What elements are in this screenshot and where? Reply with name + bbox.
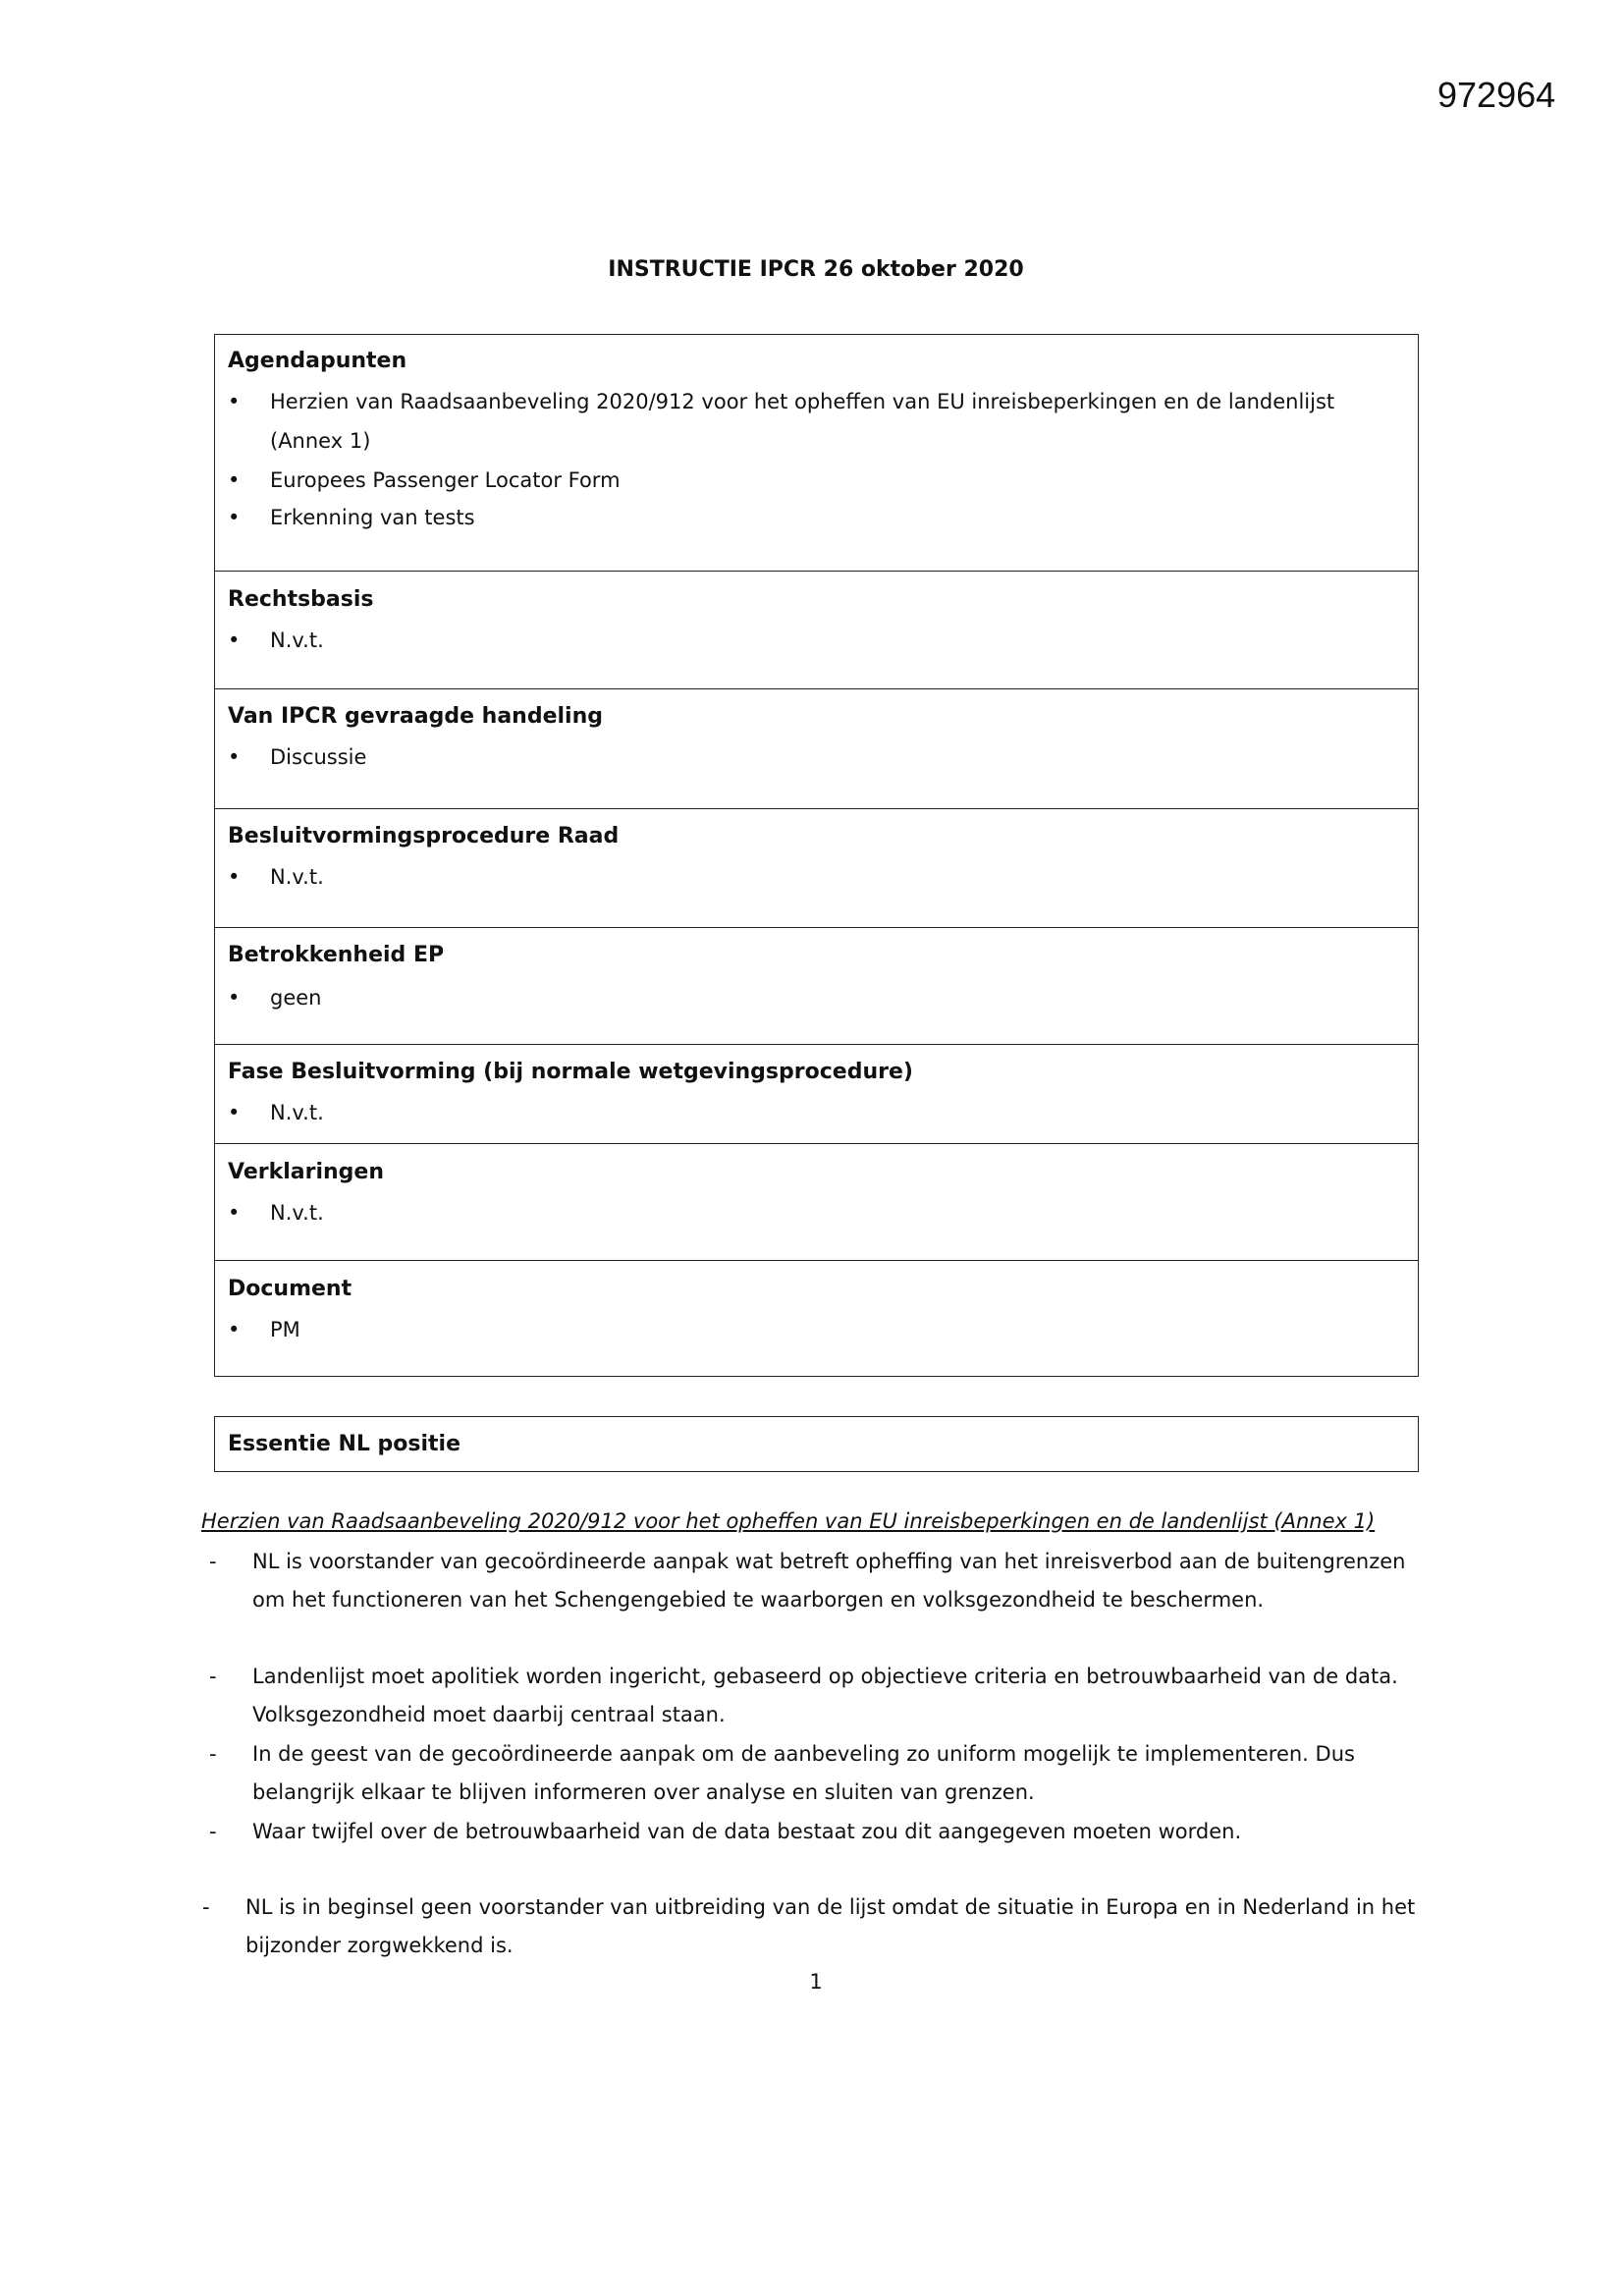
- section-besluitvormingsprocedure: [215, 808, 1418, 927]
- page-number: 1: [809, 1970, 823, 1994]
- list-item: • Europees Passenger Locator Form: [228, 461, 1398, 500]
- section-heading: Fase Besluitvorming (bij normale wetgevingsprocedure): [228, 1060, 913, 1084]
- list-item: • geen: [228, 978, 1398, 1017]
- bullet-icon: •: [228, 986, 241, 1010]
- section-heading: Rechtsbasis: [228, 587, 374, 612]
- topic-heading: Herzien van Raadsaanbeveling 2020/912 voor het opheffen van EU inreisbeperkingen en de landenlijst (Annex 1): [201, 1509, 1376, 1533]
- page-title: INSTRUCTIE IPCR 26 oktober 2020: [608, 257, 1024, 282]
- document-number: 972964: [1437, 75, 1556, 115]
- section-heading: Van IPCR gevraagde handeling: [228, 704, 604, 729]
- bullet-icon: •: [228, 865, 241, 889]
- dash-bullet: -: [209, 1550, 217, 1573]
- bullet-icon: •: [228, 468, 241, 492]
- dash-bullet: -: [209, 1820, 217, 1843]
- section-fase-besluitvorming: [215, 1044, 1418, 1143]
- dash-bullet: -: [209, 1742, 217, 1766]
- bullet-icon: •: [228, 506, 241, 529]
- section-gevraagde-handeling: [215, 688, 1418, 808]
- list-item: - Landenlijst moet apolitiek worden ingericht, gebaseerd op objectieve criteria en betrouwbaarheid van de data. Volksgezondheid moet daarbij centraal staan.: [209, 1658, 1456, 1734]
- list-item: • Discussie: [228, 738, 1398, 777]
- dash-bullet: -: [209, 1665, 217, 1688]
- section-heading: Verklaringen: [228, 1160, 384, 1184]
- list-item: • PM: [228, 1310, 1398, 1349]
- section-heading: Betrokkenheid EP: [228, 943, 445, 967]
- list-item: • Erkenning van tests: [228, 498, 1398, 537]
- essentie-box: [214, 1416, 1419, 1472]
- section-document: [215, 1260, 1418, 1376]
- instruction-table: [214, 334, 1419, 1377]
- section-heading: Agendapunten: [228, 349, 407, 373]
- section-heading: Besluitvormingsprocedure Raad: [228, 824, 620, 848]
- section-heading: Document: [228, 1277, 352, 1301]
- section-agendapunten: [215, 335, 1418, 571]
- section-rechtsbasis: [215, 571, 1418, 688]
- dash-bullet: -: [202, 1895, 210, 1919]
- list-item: - Waar twijfel over de betrouwbaarheid van de data bestaat zou dit aangegeven moeten worden.: [209, 1813, 1436, 1851]
- list-item: • N.v.t.: [228, 857, 1398, 897]
- bullet-icon: •: [228, 1318, 241, 1341]
- list-item: • N.v.t.: [228, 621, 1398, 660]
- section-betrokkenheid-ep: [215, 927, 1418, 1044]
- list-item: • N.v.t.: [228, 1193, 1398, 1232]
- bullet-icon: •: [228, 745, 241, 769]
- bullet-icon: •: [228, 1201, 241, 1225]
- bullet-icon: •: [228, 629, 241, 652]
- list-item: - NL is in beginsel geen voorstander van uitbreiding van de lijst omdat de situatie in Europa en in Nederland in het bijzonder zorgwekkend is.: [202, 1888, 1430, 1965]
- list-item: • Herzien van Raadsaanbeveling 2020/912 voor het opheffen van EU inreisbeperkingen en de landenlijst (Annex 1): [228, 382, 1398, 461]
- section-heading: Essentie NL positie: [228, 1432, 461, 1456]
- bullet-icon: •: [228, 1101, 241, 1124]
- bullet-icon: •: [228, 390, 241, 413]
- list-item: • N.v.t.: [228, 1093, 1398, 1132]
- list-item: - In de geest van de gecoördineerde aanpak om de aanbeveling zo uniform mogelijk te implementeren. Dus belangrijk elkaar te blijven informeren over analyse en sluiten van grenzen.: [209, 1735, 1436, 1812]
- section-verklaringen: [215, 1143, 1418, 1260]
- list-item: - NL is voorstander van gecoördineerde aanpak wat betreft opheffing van het inreisverbod aan de buitengrenzen om het functioneren van het Schengengebied te waarborgen en volksgezondheid te beschermen.: [209, 1543, 1436, 1619]
